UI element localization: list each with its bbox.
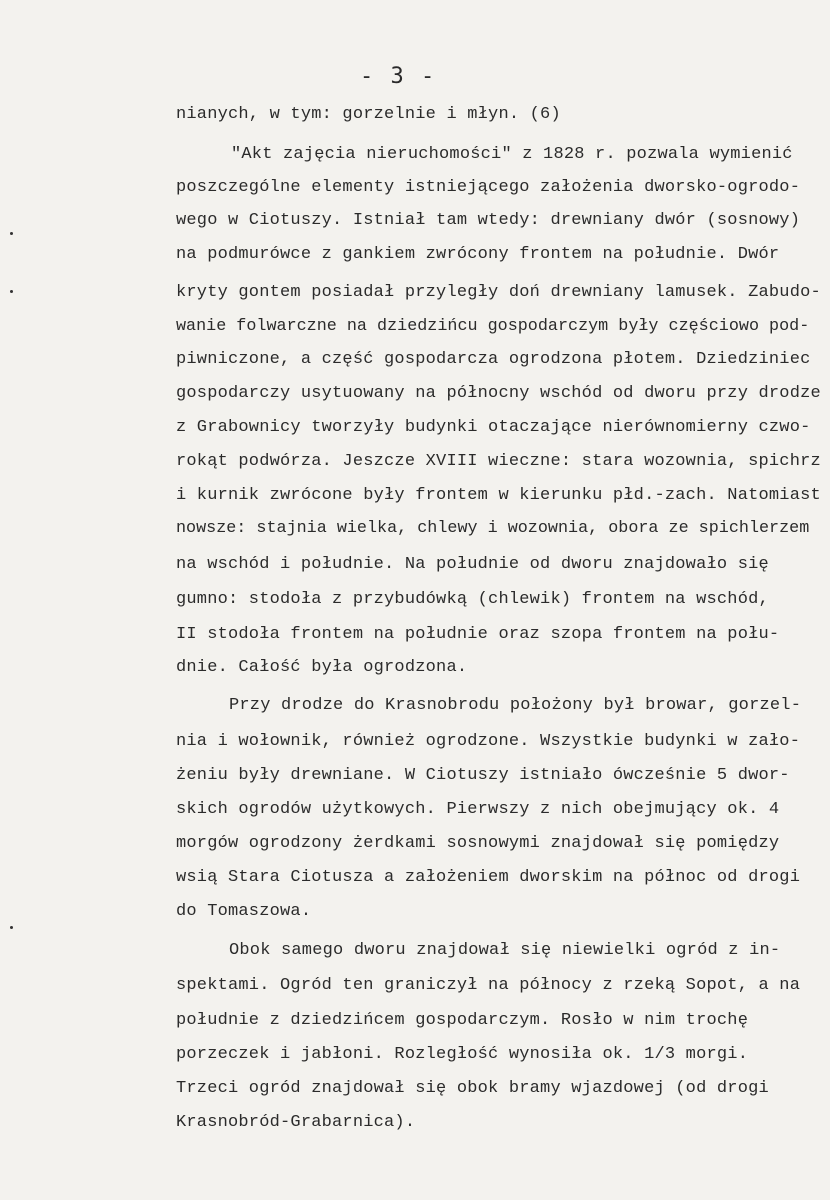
margin-mark xyxy=(10,290,13,293)
text-line: poszczególne elementy istniejącego założenia dworsko-ogrodo- xyxy=(176,178,801,197)
margin-mark xyxy=(10,232,13,235)
text-line: morgów ogrodzony żerdkami sosnowymi znajdował się pomiędzy xyxy=(176,834,780,853)
text-line: wanie folwarczne na dziedzińcu gospodarczym były częściowo pod- xyxy=(176,317,810,336)
text-line: skich ogrodów użytkowych. Pierwszy z nich obejmujący ok. 4 xyxy=(176,800,780,819)
text-line: piwniczone, a część gospodarcza ogrodzona płotem. Dziedziniec xyxy=(176,350,811,369)
text-line: na podmurówce z gankiem zwrócony frontem na południe. Dwór xyxy=(176,245,780,264)
text-line: porzeczek i jabłoni. Rozległość wynosiła ok. 1/3 morgi. xyxy=(176,1045,749,1064)
text-line: nowsze: stajnia wielka, chlewy i wozownia, obora ze spichlerzem xyxy=(176,519,810,538)
text-line: nia i wołownik, również ogrodzone. Wszystkie budynki w zało- xyxy=(176,732,801,751)
text-line: Przy drodze do Krasnobrodu położony był browar, gorzel- xyxy=(229,696,802,715)
text-line: Obok samego dworu znajdował się niewielki ogród z in- xyxy=(229,941,781,960)
text-line: z Grabownicy tworzyły budynki otaczające nierównomierny czwo- xyxy=(176,418,811,437)
text-line: na wschód i południe. Na południe od dworu znajdowało się xyxy=(176,555,769,574)
text-line: Krasnobród-Grabarnica). xyxy=(176,1113,416,1132)
text-line: Trzeci ogród znajdował się obok bramy wjazdowej (od drogi xyxy=(176,1079,769,1098)
text-line: do Tomaszowa. xyxy=(176,902,312,921)
text-line: "Akt zajęcia nieruchomości" z 1828 r. pozwala wymienić xyxy=(231,145,793,164)
text-line: nianych, w tym: gorzelnie i młyn. (6) xyxy=(176,105,561,124)
text-line: i kurnik zwrócone były frontem w kierunku płd.-zach. Natomiast xyxy=(176,486,821,505)
text-line: żeniu były drewniane. W Ciotuszy istniało ówcześnie 5 dwor- xyxy=(176,766,790,785)
text-line: rokąt podwórza. Jeszcze XVIII wieczne: stara wozownia, spichrz xyxy=(176,452,821,471)
page-number: - 3 - xyxy=(360,64,437,89)
text-line: II stodoła frontem na południe oraz szopa frontem na połu- xyxy=(176,625,780,644)
text-line: gospodarczy usytuowany na północny wschód od dworu przy drodze xyxy=(176,384,821,403)
text-line: dnie. Całość była ogrodzona. xyxy=(176,658,468,677)
text-line: gumno: stodoła z przybudówką (chlewik) frontem na wschód, xyxy=(176,590,769,609)
text-line: wego w Ciotuszy. Istniał tam wtedy: drewniany dwór (sosnowy) xyxy=(176,211,801,230)
text-line: południe z dziedzińcem gospodarczym. Rosło w nim trochę xyxy=(176,1011,749,1030)
text-line: kryty gontem posiadał przyległy doń drewniany lamusek. Zabudo- xyxy=(176,283,821,302)
text-line: wsią Stara Ciotusza a założeniem dworskim na północ od drogi xyxy=(176,868,801,887)
margin-mark xyxy=(10,926,13,929)
text-line: spektami. Ogród ten graniczył na północy z rzeką Sopot, a na xyxy=(176,976,801,995)
